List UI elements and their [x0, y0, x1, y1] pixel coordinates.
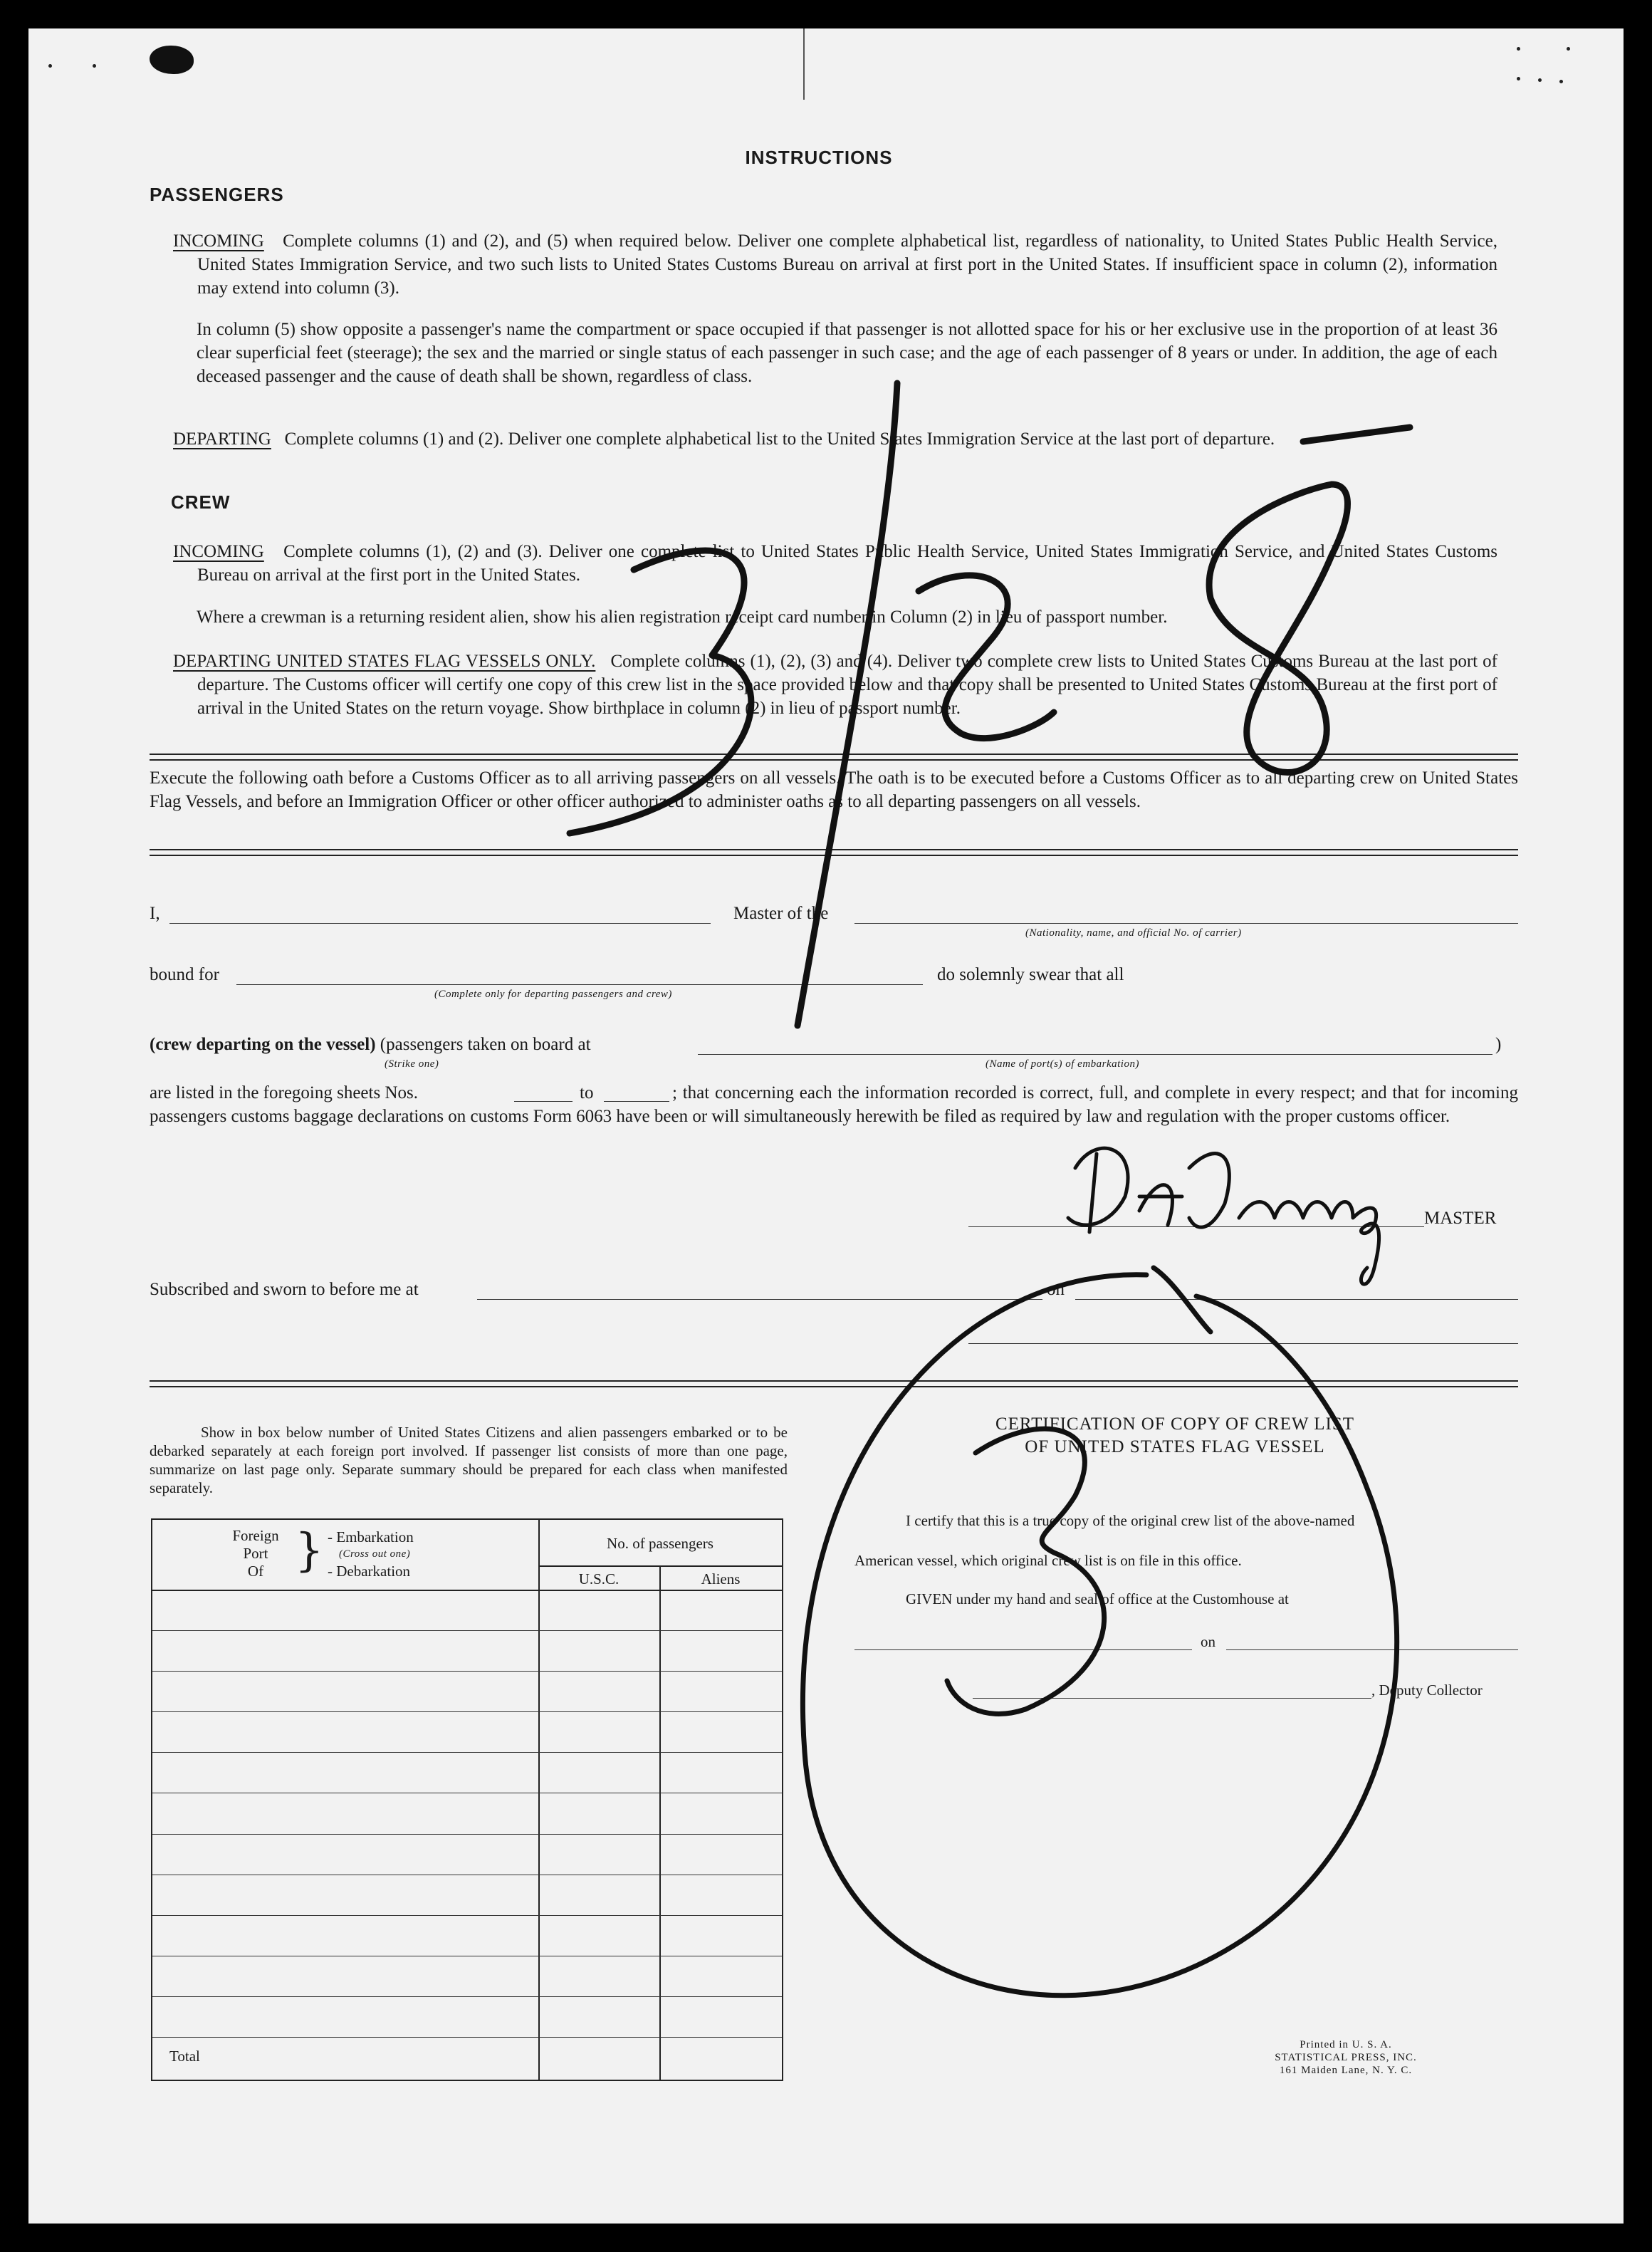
- crew-incoming-text: Complete columns (1), (2) and (3). Deliver one complete list to United States Public Health Service, United States Immigration Service, and United States Customs Bureau on arrival at the first port in the United States.: [197, 542, 1498, 585]
- total-label: Total: [169, 2048, 200, 2065]
- crew-heading: CREW: [171, 491, 231, 513]
- port-caption: (Name of port(s) of embarkation): [986, 1058, 1139, 1070]
- passengers-incoming-label: INCOMING: [173, 231, 264, 251]
- passengers-incoming-text: Complete columns (1) and (2), and (5) when required below. Deliver one complete alphabetical list, regardless of nationality, to United States Public Health Service, United States Immigration Service, and two such lists to United States Customs Bureau on arrival at first port in the United States. If insufficient space in column (2), information may extend into column (3).: [197, 231, 1497, 298]
- folio-number-handwriting: [570, 383, 1410, 1026]
- certify-line2: American vessel, which original crew list is on file in this office.: [854, 1552, 1242, 1569]
- passengers-taken-option[interactable]: (passengers taken on board at: [380, 1035, 591, 1054]
- summary-instruction-text: Show in box below number of United States Citizens and alien passengers embarked or to be debarked separately at each foreign port involved. If passenger list consists of more than one page, summarize on last page only. Separate summary should be prepared for each class when manifested separately.: [150, 1424, 788, 1496]
- listed-prefix: are listed in the foregoing sheets Nos.: [150, 1083, 418, 1102]
- circled-number-handwriting: [803, 1268, 1396, 1996]
- strike-caption: (Strike one): [385, 1058, 439, 1070]
- subscribed-on-label: on: [1047, 1280, 1065, 1299]
- swear-label: do solemnly swear that all: [937, 965, 1124, 984]
- passengers-departing-label: DEPARTING: [173, 429, 271, 449]
- printer-line2: STATISTICAL PRESS, INC.: [1275, 2052, 1417, 2063]
- master-label: MASTER: [1424, 1209, 1497, 1228]
- certification-heading-line1: CERTIFICATION OF COPY OF CREW LIST: [995, 1414, 1355, 1434]
- column5-paragraph: In column (5) show opposite a passenger's name the compartment or space occupied if that passenger is not allotted space for his or her exclusive use in the proportion of at least 36 clear superficial feet (steerage); the sex and the married or single status of each passenger in such case; and the age of each passenger of 8 years or under. In addition, the age of each deceased passenger and the cause of death shall be shown, regardless of class.: [197, 320, 1497, 386]
- crew-resident-paragraph: Where a crewman is a returning resident alien, show his alien registration receipt card number in Column (2) in lieu of passport number.: [197, 608, 1168, 627]
- brace-icon: }: [295, 1524, 324, 1577]
- form-page: [28, 28, 1624, 2224]
- oath-intro: Execute the following oath before a Customs Officer as to all arriving passengers on all vessels. The oath is to be executed before a Customs Officer as to all departing crew on United States Flag Vessels, and before an Immigration Officer or other officer authorized to administer oaths as to all departing passengers on all vessels.: [150, 768, 1518, 811]
- given-line: GIVEN under my hand and seal of office at the Customhouse at: [906, 1590, 1289, 1607]
- handwriting-layer: [28, 28, 1624, 2224]
- close-paren: ): [1495, 1035, 1502, 1054]
- listed-rest-text: ; that concerning each the information recorded is correct, full, and complete in every respect; and that for incoming passengers customs baggage declarations on customs Form 6063 have been or will simultaneously herewith be filed as required by law and regulation with the proper customs officer.: [150, 1083, 1518, 1126]
- aliens-header: Aliens: [701, 1570, 741, 1588]
- foreign-label: Foreign: [232, 1527, 279, 1544]
- passengers-departing-text: Complete columns (1) and (2). Deliver one complete alphabetical list to the United States Immigration Service at the last port of departure.: [284, 429, 1275, 449]
- printer-line1: Printed in U. S. A.: [1300, 2039, 1392, 2050]
- bound-caption: (Complete only for departing passengers and crew): [434, 989, 672, 1000]
- page-title: INSTRUCTIONS: [745, 147, 893, 168]
- port-label: Port: [243, 1545, 268, 1562]
- cross-out-caption: (Cross out one): [339, 1548, 411, 1560]
- crew-incoming-label: INCOMING: [173, 542, 264, 561]
- to-label: to: [580, 1083, 594, 1102]
- embarkation-option[interactable]: - Embarkation: [328, 1528, 414, 1545]
- no-of-passengers-header: No. of passengers: [607, 1535, 713, 1552]
- carrier-caption: (Nationality, name, and official No. of carrier): [1025, 927, 1242, 939]
- of-label: Of: [247, 1563, 264, 1580]
- i-label: I,: [150, 904, 160, 923]
- printer-line3: 161 Maiden Lane, N. Y. C.: [1279, 2065, 1413, 2076]
- usc-header: U.S.C.: [578, 1570, 620, 1588]
- master-of-label: Master of the: [733, 904, 829, 923]
- deputy-collector-label: , Deputy Collector: [1371, 1682, 1483, 1699]
- certification-on-label: on: [1201, 1633, 1216, 1650]
- bound-for-label: bound for: [150, 965, 219, 984]
- subscribed-label: Subscribed and sworn to before me at: [150, 1280, 419, 1299]
- certify-line1: I certify that this is a true copy of the original crew list of the above-named: [906, 1512, 1355, 1529]
- certification-heading-line2: OF UNITED STATES FLAG VESSEL: [1025, 1437, 1325, 1456]
- crew-departing-option[interactable]: (crew departing on the vessel): [150, 1035, 376, 1054]
- debarkation-option[interactable]: - Debarkation: [328, 1563, 411, 1580]
- crew-departing-text: Complete columns (1), (2), (3) and (4). Deliver two complete crew lists to United States Customs Bureau at the last port of departure. The Customs officer will certify one copy of this crew list in the space provided below and that copy shall be presented to United States Customs Bureau at the first port of arrival in the United States on the return voyage. Show birthplace in column (2) in lieu of passport number.: [197, 652, 1497, 718]
- passengers-heading: PASSENGERS: [150, 184, 284, 205]
- master-signature: [1068, 1148, 1379, 1284]
- crew-departing-label: DEPARTING UNITED STATES FLAG VESSELS ONLY.: [173, 652, 596, 671]
